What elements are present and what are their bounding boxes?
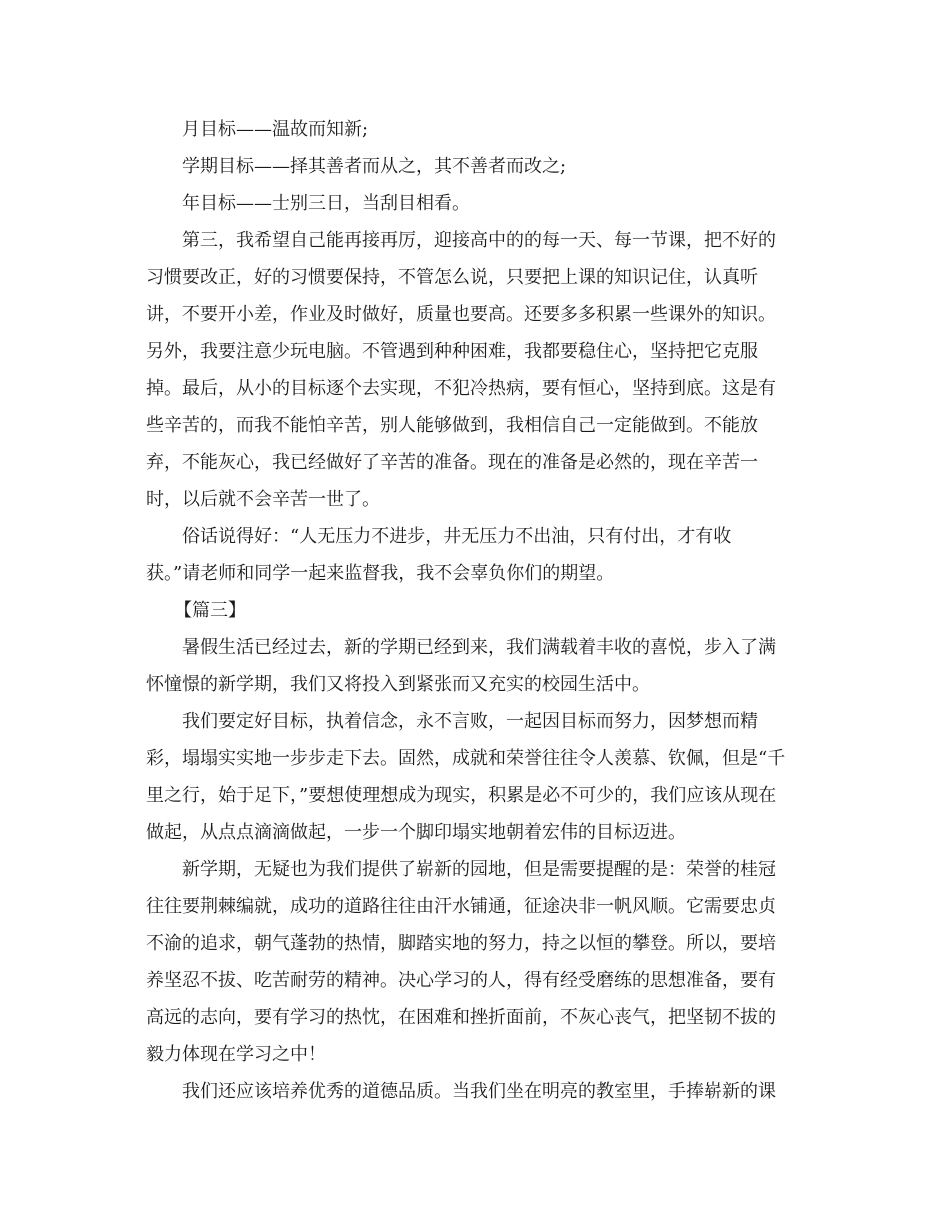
text-line: 习惯要改正，好的习惯要保持，不管怎么说，只要把上课的知识记住，认真听: [146, 267, 758, 288]
text-line: 做起，从点点滴滴做起，一步一个脚印塌实地朝着宏伟的目标迈进。: [146, 822, 686, 843]
text-line: 讲，不要开小差，作业及时做好，质量也要高。还要多多积累一些课外的知识。: [146, 304, 776, 325]
text-line: 彩，塌塌实实地一步步走下去。固然，成就和荣誉往往令人羡慕、钦佩，但是“千: [146, 748, 786, 769]
section-heading: 【篇三】: [174, 600, 246, 621]
text-line: 些辛苦的，而我不能怕辛苦，别人能够做到，我相信自己一定能做到。不能放: [146, 415, 758, 436]
paragraph-start-line: 第三，我希望自己能再接再厉，迎接高中的的每一天、每一节课，把不好的: [182, 230, 776, 251]
text-line: 获。”请老师和同学一起来监督我，我不会辜负你们的期望。: [146, 563, 615, 584]
text-line: 不渝的追求，朝气蓬勃的热情，脚踏实地的努力，持之以恒的攀登。所以，要培: [146, 933, 776, 954]
text-line: 养坚忍不拔、吃苦耐劳的精神。决心学习的人，得有经受磨练的思想准备，要有: [146, 970, 776, 991]
text-line: 弃，不能灰心，我已经做好了辛苦的准备。现在的准备是必然的，现在辛苦一: [146, 452, 758, 473]
text-line: 里之行，始于足下，”要想使理想成为现实，积累是必不可少的，我们应该从现在: [146, 785, 777, 806]
paragraph-start-line: 我们还应该培养优秀的道德品质。当我们坐在明亮的教室里，手捧崭新的课: [182, 1081, 776, 1102]
paragraph-start-line: 俗话说得好：“人无压力不进步，井无压力不出油，只有付出，才有收: [182, 526, 732, 547]
text-line: 怀憧憬的新学期，我们又将投入到紧张而又充实的校园生活中。: [146, 674, 650, 695]
text-line: 另外，我要注意少玩电脑。不管遇到种种困难，我都要稳住心，坚持把它克服: [146, 341, 758, 362]
text-line: 月目标——温故而知新;: [182, 119, 369, 140]
text-line: 学期目标——择其善者而从之，其不善者而改之;: [182, 156, 567, 177]
text-line: 往往要荆棘编就，成功的道路往往由汗水铺通，征途决非一帆风顺。它需要忠贞: [146, 896, 776, 917]
paragraph-start-line: 新学期，无疑也为我们提供了崭新的园地，但是需要提醒的是：荣誉的桂冠: [182, 859, 776, 880]
paragraph-start-line: 我们要定好目标，执着信念，永不言败，一起因目标而努力，因梦想而精: [182, 711, 758, 732]
text-line: 年目标——士别三日，当刮目相看。: [182, 193, 470, 214]
text-line: 掉。最后，从小的目标逐个去实现，不犯冷热病，要有恒心，坚持到底。这是有: [146, 378, 776, 399]
text-line: 毅力体现在学习之中！: [146, 1044, 326, 1065]
text-line: 高远的志向，要有学习的热忱，在困难和挫折面前，不灰心丧气，把坚韧不拔的: [146, 1007, 776, 1028]
text-line: 时，以后就不会辛苦一世了。: [146, 489, 380, 510]
paragraph-start-line: 暑假生活已经过去，新的学期已经到来，我们满载着丰收的喜悦，步入了满: [182, 637, 776, 658]
